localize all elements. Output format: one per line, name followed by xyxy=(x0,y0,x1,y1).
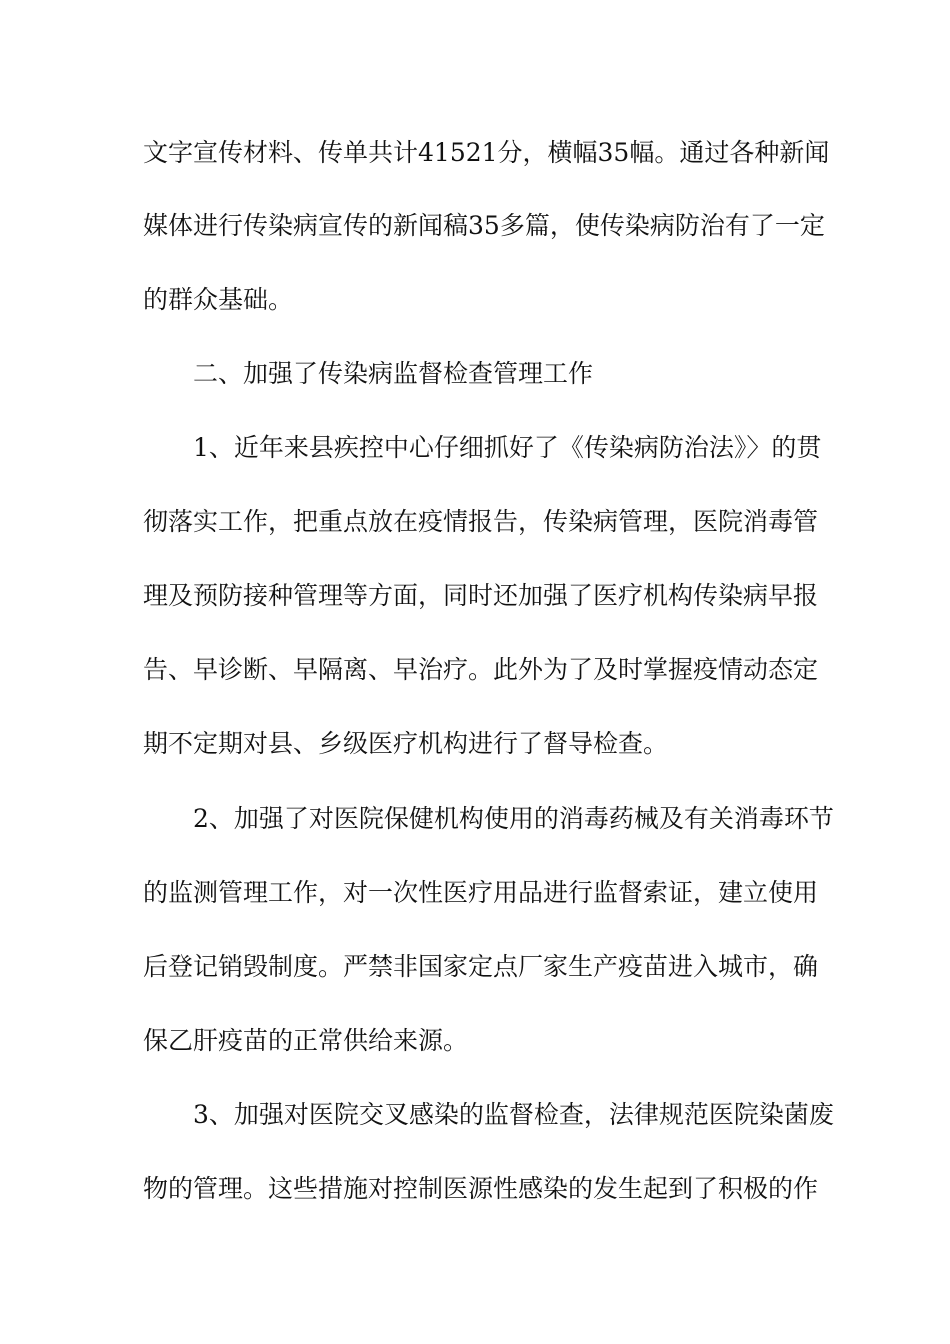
paragraph-line: 3、加强对医院交叉感染的监督检查，法律规范医院染菌废 xyxy=(193,1100,834,1129)
paragraph-line: 1、近年来县疾控中心仔细抓好了《传染病防治法》〉的贯 xyxy=(193,433,822,462)
paragraph-line: 2、加强了对医院保健机构使用的消毒药械及有关消毒环节 xyxy=(193,804,834,833)
paragraph-line: 期不定期对县、乡级医疗机构进行了督导检查。 xyxy=(143,729,669,758)
paragraph-line: 告、早诊断、早隔离、早治疗。此外为了及时掌握疫情动态定 xyxy=(143,655,819,684)
paragraph-line: 彻落实工作，把重点放在疫情报告，传染病管理，医院消毒管 xyxy=(143,507,819,536)
section-heading: 二、加强了传染病监督检查管理工作 xyxy=(193,359,594,388)
paragraph-line: 理及预防接种管理等方面，同时还加强了医疗机构传染病早报 xyxy=(143,581,819,610)
paragraph-line: 的监测管理工作，对一次性医疗用品进行监督索证，建立使用 xyxy=(143,878,819,907)
paragraph-line: 媒体进行传染病宣传的新闻稿35多篇，使传染病防治有了一定 xyxy=(143,211,825,240)
paragraph-line: 文字宣传材料、传单共计41521分，横幅35幅。通过各种新闻 xyxy=(143,138,830,167)
paragraph-line: 保乙肝疫苗的正常供给来源。 xyxy=(143,1026,469,1055)
paragraph-line: 物的管理。这些措施对控制医源性感染的发生起到了积极的作 xyxy=(143,1174,819,1203)
paragraph-line: 后登记销毁制度。严禁非国家定点厂家生产疫苗进入城市，确 xyxy=(143,952,819,981)
paragraph-line: 的群众基础。 xyxy=(143,285,294,314)
